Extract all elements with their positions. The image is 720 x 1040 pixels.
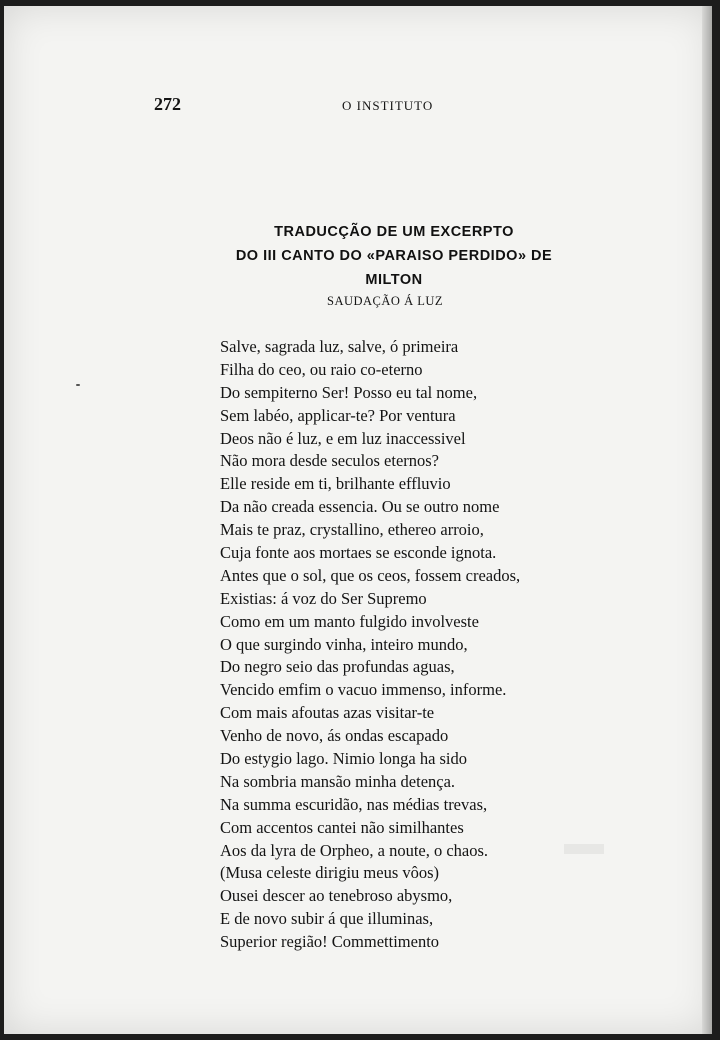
poem-line: Elle reside em ti, brilhante effluvio — [220, 474, 451, 494]
poem-line: Existias: á voz do Ser Supremo — [220, 588, 427, 608]
poem-line: Do estygio lago. Nimio longa ha sido — [220, 749, 468, 769]
poem-line: Do sempiterno Ser! Posso eu tal nome, — [220, 382, 478, 402]
poem-line: Como em um manto fulgido involveste — [220, 611, 479, 631]
running-title: O INSTITUTO — [342, 98, 434, 113]
poem-line: O que surgindo vinha, inteiro mundo, — [220, 634, 468, 654]
poem-line: Deos não é luz, e em luz inaccessivel — [220, 428, 466, 448]
poem-line: (Musa celeste dirigiu meus vôos) — [220, 863, 440, 883]
poem-line: Mais te praz, crystallino, ethereo arroio, — [220, 520, 484, 540]
section-title — [209, 220, 579, 288]
poem-line: Vencido emfim o vacuo immenso, informe. — [220, 680, 507, 700]
page-edge — [702, 6, 712, 1034]
poem-line: Aos da lyra de Orpheo, a noute, o chaos. — [220, 840, 489, 860]
section-subtitle: SAUDAÇÃO Á LUZ — [327, 294, 444, 308]
poem-line: Venho de novo, ás ondas escapado — [220, 726, 449, 746]
poem-body — [220, 336, 560, 954]
poem-line: Com accentos cantei não similhantes — [220, 817, 464, 837]
poem-line: Superior região! Commettimento — [220, 932, 440, 952]
poem-line: Na summa escuridão, nas médias trevas, — [220, 794, 488, 814]
poem-line: Cuja fonte aos mortaes se esconde ignota. — [220, 543, 497, 563]
poem-line: Com mais afoutas azas visitar-te — [220, 703, 435, 723]
poem-line: Sem labéo, applicar-te? Por ventura — [220, 405, 456, 425]
title-line-2: DO III CANTO DO «PARAISO PERDIDO» DE MILTON — [235, 248, 553, 288]
poem-line: Antes que o sol, que os ceos, fossem creados, — [220, 565, 521, 585]
poem-line: Da não creada essencia. Ou se outro nome — [220, 497, 500, 517]
poem-line: Ousei descer ao tenebroso abysmo, — [220, 886, 453, 906]
poem-line: Filha do ceo, ou raio co-eterno — [220, 359, 423, 379]
book-page — [4, 6, 712, 1034]
poem-line: Na sombria mansão minha detença. — [220, 771, 456, 791]
poem-line: E de novo subir á que illuminas, — [220, 909, 434, 929]
ink-speck — [76, 384, 80, 386]
title-line-1: TRADUCÇÃO DE UM EXCERPTO — [274, 224, 514, 240]
poem-line: Do negro seio das profundas aguas, — [220, 657, 455, 677]
poem-line: Não mora desde seculos eternos? — [220, 451, 440, 471]
bleed-through — [564, 844, 604, 854]
poem-line: Salve, sagrada luz, salve, ó primeira — [220, 337, 459, 356]
page-header — [4, 92, 712, 116]
page-number: 272 — [154, 94, 181, 114]
